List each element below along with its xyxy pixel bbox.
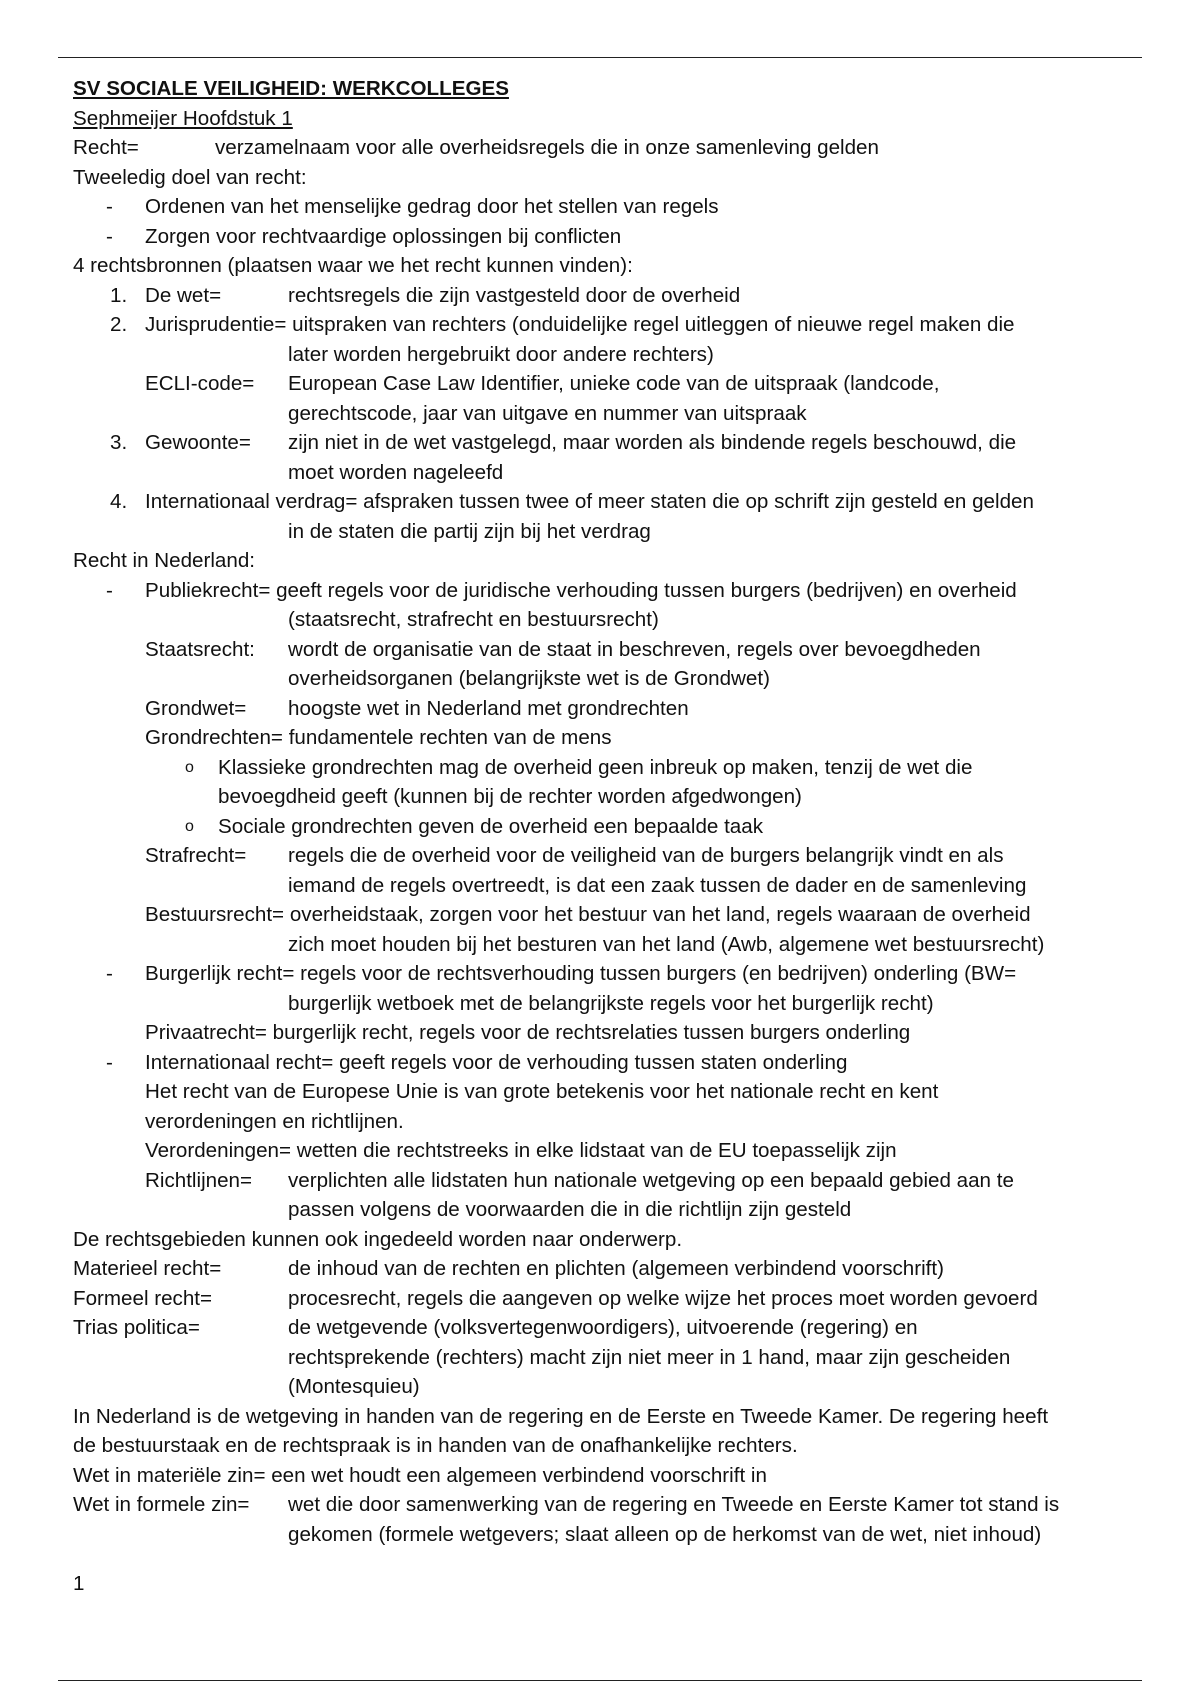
continuation: (Montesquieu) [288, 1375, 420, 1398]
dash-bullet: - [106, 962, 113, 985]
list-item: - Zorgen voor rechtvaardige oplossingen bij conflicten [73, 222, 1133, 252]
source-wet: 1. De wet= rechtsregels die zijn vastgesteld door de overheid [73, 281, 1133, 311]
definition-bestuursrecht: Bestuursrecht= overheidstaak, zorgen voor het bestuur van het land, regels waaraan de overheid [145, 903, 1031, 926]
bottom-border [58, 1680, 1142, 1681]
top-border [58, 57, 1142, 58]
sub-list-item: o Sociale grondrechten geven de overheid een bepaalde taak [73, 812, 1133, 842]
dash-bullet: - [106, 578, 113, 602]
continuation: gerechtscode, jaar van uitgave en nummer van uitspraak [288, 401, 807, 425]
section-heading-bronnen: 4 rechtsbronnen (plaatsen waar we het recht kunnen vinden): [73, 254, 633, 277]
paragraph-eu: Het recht van de Europese Unie is van grote betekenis voor het nationale recht en kent [145, 1080, 939, 1103]
definition-wet-formeel: Wet in formele zin= wet die door samenwerking van de regering en Tweede en Eerste Kamer tot stand is [73, 1493, 1060, 1516]
continuation: overheidsorganen (belangrijkste wet is de Grondwet) [288, 667, 770, 690]
continuation: gekomen (formele wetgevers; slaat alleen op de herkomst van de wet, niet inhoud) [288, 1522, 1042, 1546]
definition-wet-materieel: Wet in materiële zin= een wet houdt een algemeen verbindend voorschrift in [73, 1463, 767, 1487]
continuation: moet worden nageleefd [288, 460, 504, 484]
term-label: Recht= [73, 136, 139, 159]
continuation: zich moet houden bij het besturen van het land (Awb, algemene wet bestuursrecht) [288, 932, 1045, 956]
page-number: 1 [73, 1572, 85, 1595]
definition-verordeningen: Verordeningen= wetten die rechtstreeks in elke lidstaat van de EU toepasselijk zijn [145, 1139, 897, 1162]
continuation: burgerlijk wetboek met de belangrijkste regels voor het burgerlijk recht) [288, 991, 934, 1015]
source-gewoonte: 3. Gewoonte= zijn niet in de wet vastgelegd, maar worden als bindende regels beschouwd, die [73, 428, 1133, 458]
list-item-publiekrecht: - Publiekrecht= geeft regels voor de juridische verhouding tussen burgers (bedrijven) en overheid [73, 576, 1133, 606]
definition-trias-politica: Trias politica= de wetgevende (volksvertegenwoordigers), uitvoerende (regering) en [73, 1316, 918, 1339]
document-page [73, 74, 1133, 1549]
chapter-heading: Sephmeijer Hoofdstuk 1 [73, 106, 293, 130]
definition-grondrechten: Grondrechten= fundamentele rechten van de mens [145, 726, 612, 749]
list-item: - Ordenen van het menselijke gedrag door het stellen van regels [73, 192, 1133, 222]
continuation: bevoegdheid geeft (kunnen bij de rechter worden afgedwongen) [218, 785, 802, 808]
continuation: in de staten die partij zijn bij het verdrag [288, 519, 651, 543]
definition-strafrecht: Strafrecht= regels die de overheid voor de veiligheid van de burgers belangrijk vindt en als [145, 844, 1004, 867]
source-jurisprudentie: 2. Jurisprudentie= uitspraken van rechters (onduidelijke regel uitleggen of nieuwe regel maken die [73, 310, 1133, 340]
source-verdrag: 4. Internationaal verdrag= afspraken tussen twee of meer staten die op schrift zijn gesteld en gelden [73, 487, 1133, 517]
definition-staatsrecht: Staatsrecht: wordt de organisatie van de staat in beschreven, regels over bevoegdheden [145, 637, 981, 661]
section-heading-doel: Tweeledig doel van recht: [73, 165, 307, 189]
definition-privaatrecht: Privaatrecht= burgerlijk recht, regels voor de rechtsrelaties tussen burgers onderling [145, 1021, 911, 1044]
continuation: passen volgens de voorwaarden die in die richtlijn zijn gesteld [288, 1198, 852, 1221]
list-number: 1. [110, 283, 128, 307]
definition-richtlijnen: Richtlijnen= verplichten alle lidstaten hun nationale wetgeving op een bepaald gebied aan te [145, 1168, 1014, 1192]
definition-formeel-recht: Formeel recht= procesrecht, regels die aangeven op welke wijze het proces moet worden gevoerd [73, 1286, 1038, 1310]
paragraph-onderwerp: De rechtsgebieden kunnen ook ingedeeld worden naar onderwerp. [73, 1227, 683, 1251]
dash-bullet: - [106, 1050, 113, 1074]
continuation: verordeningen en richtlijnen. [145, 1109, 404, 1133]
list-number: 2. [110, 313, 128, 336]
list-item-burgerlijk-recht: - Burgerlijk recht= regels voor de rechtsverhouding tussen burgers (en bedrijven) onderling (BW= [73, 959, 1133, 989]
paragraph-wetgeving: In Nederland is de wetgeving in handen van de regering en de Eerste en Tweede Kamer. De regering heeft [73, 1404, 1049, 1428]
continuation: (staatsrecht, strafrecht en bestuursrecht) [288, 608, 659, 631]
definition-materieel-recht: Materieel recht= de inhoud van de rechten en plichten (algemeen verbindend voorschrift) [73, 1257, 944, 1280]
continuation: later worden hergebruikt door andere rechters) [288, 342, 714, 366]
dash-bullet: - [106, 195, 113, 218]
definition-ecli: ECLI-code= European Case Law Identifier, unieke code van de uitspraak (landcode, [145, 372, 940, 395]
dash-bullet: - [106, 224, 113, 248]
circle-bullet: o [185, 758, 194, 776]
definition-grondwet: Grondwet= hoogste wet in Nederland met grondrechten [145, 696, 689, 720]
list-item-internationaal-recht: - Internationaal recht= geeft regels voor de verhouding tussen staten onderling [73, 1048, 1133, 1078]
term-definition: verzamelnaam voor alle overheidsregels die in onze samenleving gelden [215, 136, 879, 159]
continuation: de bestuurstaak en de rechtspraak is in handen van de onafhankelijke rechters. [73, 1434, 798, 1457]
section-heading-nederland: Recht in Nederland: [73, 549, 256, 572]
definition-recht [73, 133, 1133, 163]
continuation: iemand de regels overtreedt, is dat een zaak tussen de dader en de samenleving [288, 873, 1027, 897]
list-number: 3. [110, 431, 128, 454]
list-number: 4. [110, 490, 128, 513]
sub-list-item: o Klassieke grondrechten mag de overheid geen inbreuk op maken, tenzij de wet die [73, 753, 1133, 783]
circle-bullet: o [185, 817, 194, 835]
document-title: SV SOCIALE VEILIGHEID: WERKCOLLEGES [73, 77, 509, 100]
continuation: rechtsprekende (rechters) macht zijn niet meer in 1 hand, maar zijn gescheiden [288, 1345, 1011, 1369]
